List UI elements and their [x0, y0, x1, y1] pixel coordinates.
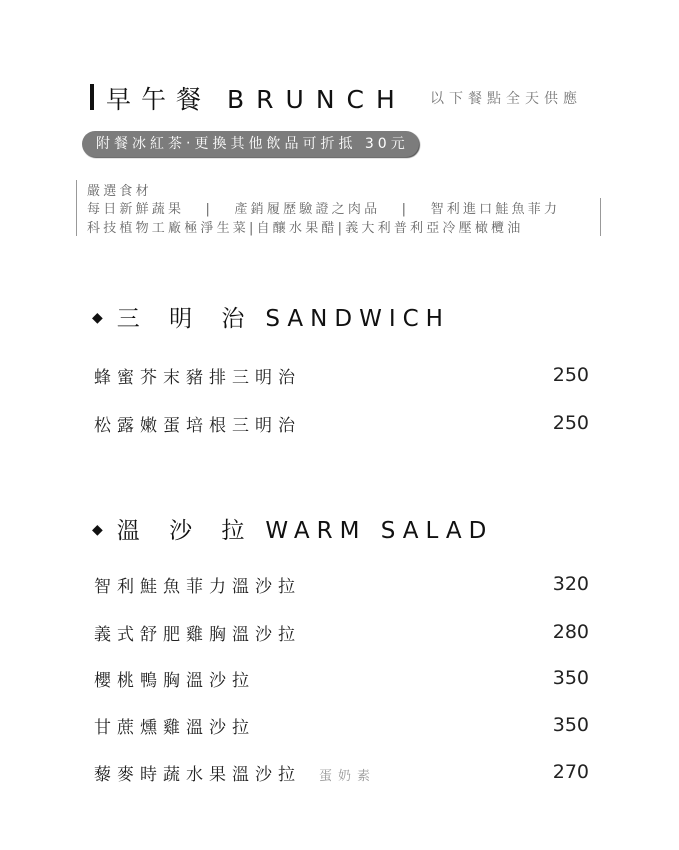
diamond-bullet-icon: ◆ [92, 522, 103, 538]
diamond-bullet-icon: ◆ [92, 310, 103, 326]
ingredients-label: 嚴選食材 [87, 184, 152, 199]
title-accent-bar [90, 84, 94, 110]
section-title-warm-salad: ◆ 溫 沙 拉 WARM SALAD [92, 518, 494, 544]
drink-note-badge: 附餐冰紅茶‧更換其他飲品可折抵 30元 [82, 131, 419, 157]
menu-item-price: 250 [552, 364, 589, 386]
menu-item-price: 280 [552, 621, 589, 643]
ingredients-line-1: 每日新鮮蔬果 | 產銷履歷驗證之肉品 | 智利進口鮭魚菲力 [87, 202, 561, 217]
menu-item: 甘蔗燻雞溫沙拉 [94, 718, 255, 738]
menu-item: 蜂蜜芥末豬排三明治 [94, 368, 301, 388]
right-divider [600, 198, 601, 236]
ingredients-block [76, 180, 601, 236]
menu-item: 義式舒肥雞胸溫沙拉 [94, 625, 301, 645]
menu-item-price: 350 [552, 714, 589, 736]
vegetarian-tag: 蛋奶素 [319, 769, 377, 784]
title-en: BRUNCH [227, 85, 407, 114]
page-title [106, 80, 407, 116]
menu-item: 藜麥時蔬水果溫沙拉 蛋奶素 [94, 765, 377, 785]
menu-item: 松露嫩蛋培根三明治 [94, 416, 301, 436]
section-title-sandwich: ◆ 三 明 治 SANDWICH [92, 306, 450, 332]
menu-item: 智利鮭魚菲力溫沙拉 [94, 577, 301, 597]
menu-item-price: 250 [552, 412, 589, 434]
menu-item-price: 320 [552, 573, 589, 595]
availability-note: 以下餐點全天供應 [430, 91, 582, 107]
menu-item-price: 350 [552, 667, 589, 689]
ingredients-line-2: 科技植物工廠極淨生菜|自釀水果醋|義大利普利亞冷壓橄欖油 [87, 221, 524, 236]
title-zh: 早午餐 [106, 85, 212, 114]
menu-item: 櫻桃鴨胸溫沙拉 [94, 671, 255, 691]
menu-item-price: 270 [552, 761, 589, 783]
